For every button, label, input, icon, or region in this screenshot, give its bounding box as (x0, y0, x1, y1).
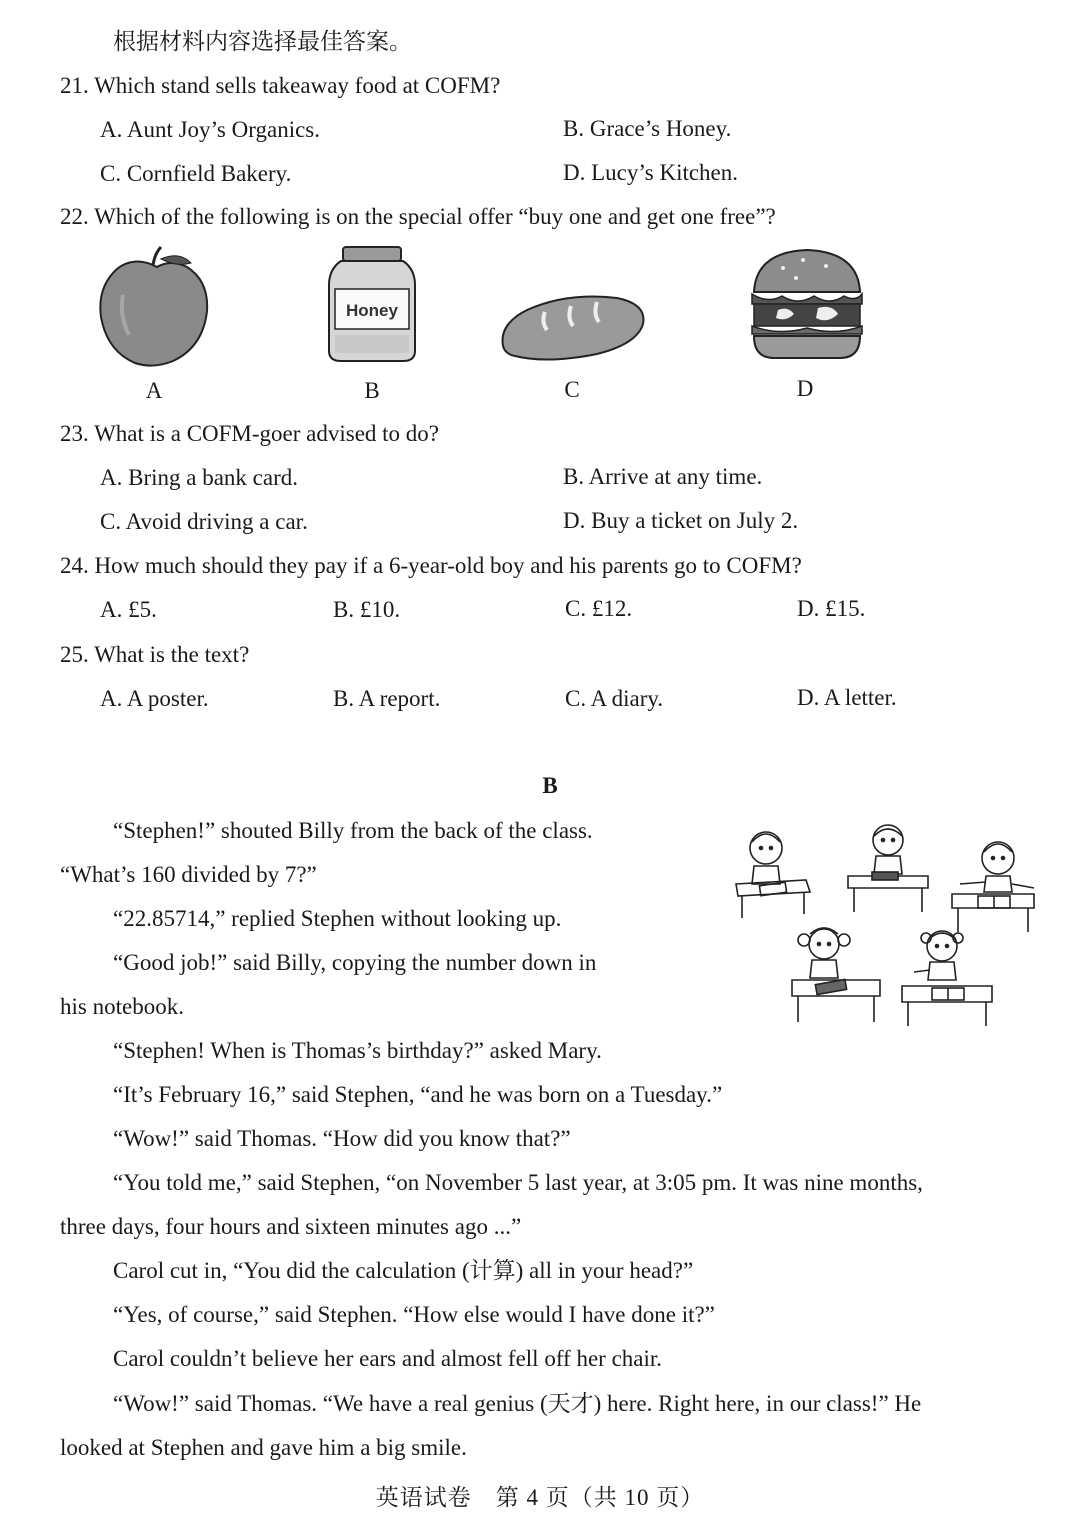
section-b-title: B (542, 773, 558, 798)
passage-line: his notebook. (60, 994, 184, 1019)
honey-jar-label: Honey (346, 301, 398, 320)
question-23-option-b: B. Arrive at any time. (563, 464, 763, 489)
question-24-stem: 24. How much should they pay if a 6-year-old boy and his parents go to COFM? (60, 553, 802, 578)
question-25-option-c: C. A diary. (565, 686, 664, 711)
question-25-option-a: A. A poster. (100, 686, 209, 711)
question-24-option-b: B. £10. (333, 597, 401, 622)
hamburger-icon (748, 246, 866, 364)
question-25-option-d: D. A letter. (797, 685, 897, 710)
passage-line: “It’s February 16,” said Stephen, “and he was born on a Tuesday.” (113, 1082, 723, 1107)
question-24-option-a: A. £5. (100, 597, 157, 622)
passage-line: looked at Stephen and gave him a big smile. (60, 1435, 467, 1460)
passage-line: “Wow!” said Thomas. “We have a real genius (天才) here. Right here, in our class!” He (113, 1391, 922, 1416)
passage-line: three days, four hours and sixteen minutes ago ...” (60, 1214, 522, 1239)
question-23-stem: 23. What is a COFM-goer advised to do? (60, 421, 440, 446)
passage-line: “Yes, of course,” said Stephen. “How else would I have done it?” (113, 1302, 715, 1327)
question-25-stem: 25. What is the text? (60, 642, 250, 667)
passage-line: “Stephen! When is Thomas’s birthday?” asked Mary. (113, 1038, 602, 1063)
question-24-option-c: C. £12. (565, 596, 633, 621)
bread-icon (497, 290, 649, 362)
question-21-option-c: C. Cornfield Bakery. (100, 161, 292, 186)
classroom-students-icon (730, 822, 1038, 1032)
question-21-option-d: D. Lucy’s Kitchen. (563, 160, 739, 185)
question-25-option-b: B. A report. (333, 686, 441, 711)
question-21-option-b: B. Grace’s Honey. (563, 116, 732, 141)
picture-c-label: C (564, 377, 580, 402)
picture-a-label: A (145, 378, 163, 403)
question-23-option-a: A. Bring a bank card. (100, 465, 298, 490)
question-22-stem: 22. Which of the following is on the special offer “buy one and get one free”? (60, 204, 776, 229)
apple-icon (95, 245, 215, 370)
instruction-text: 根据材料内容选择最佳答案。 (113, 29, 412, 54)
page-footer: 英语试卷 第 4 页（共 10 页） (375, 1485, 705, 1510)
picture-d-label: D (796, 376, 814, 401)
honey-jar-icon (325, 245, 420, 365)
passage-line: “What’s 160 divided by 7?” (60, 862, 317, 887)
passage-line: “Good job!” said Billy, copying the number down in (113, 950, 597, 975)
question-21-option-a: A. Aunt Joy’s Organics. (100, 117, 320, 142)
question-24-option-d: D. £15. (797, 596, 866, 621)
passage-line: “Wow!” said Thomas. “How did you know that?” (113, 1126, 571, 1151)
question-23-option-c: C. Avoid driving a car. (100, 509, 308, 534)
passage-line: “You told me,” said Stephen, “on November 5 last year, at 3:05 pm. It was nine months, (113, 1170, 923, 1195)
picture-b-label: B (364, 378, 380, 403)
passage-line: Carol cut in, “You did the calculation (计算) all in your head?” (113, 1258, 694, 1283)
passage-line: “Stephen!” shouted Billy from the back of the class. (113, 818, 593, 843)
question-21-stem: 21. Which stand sells takeaway food at COFM? (60, 73, 501, 98)
passage-line: “22.85714,” replied Stephen without looking up. (113, 906, 562, 931)
question-23-option-d: D. Buy a ticket on July 2. (563, 508, 799, 533)
passage-line: Carol couldn’t believe her ears and almost fell off her chair. (113, 1346, 663, 1371)
